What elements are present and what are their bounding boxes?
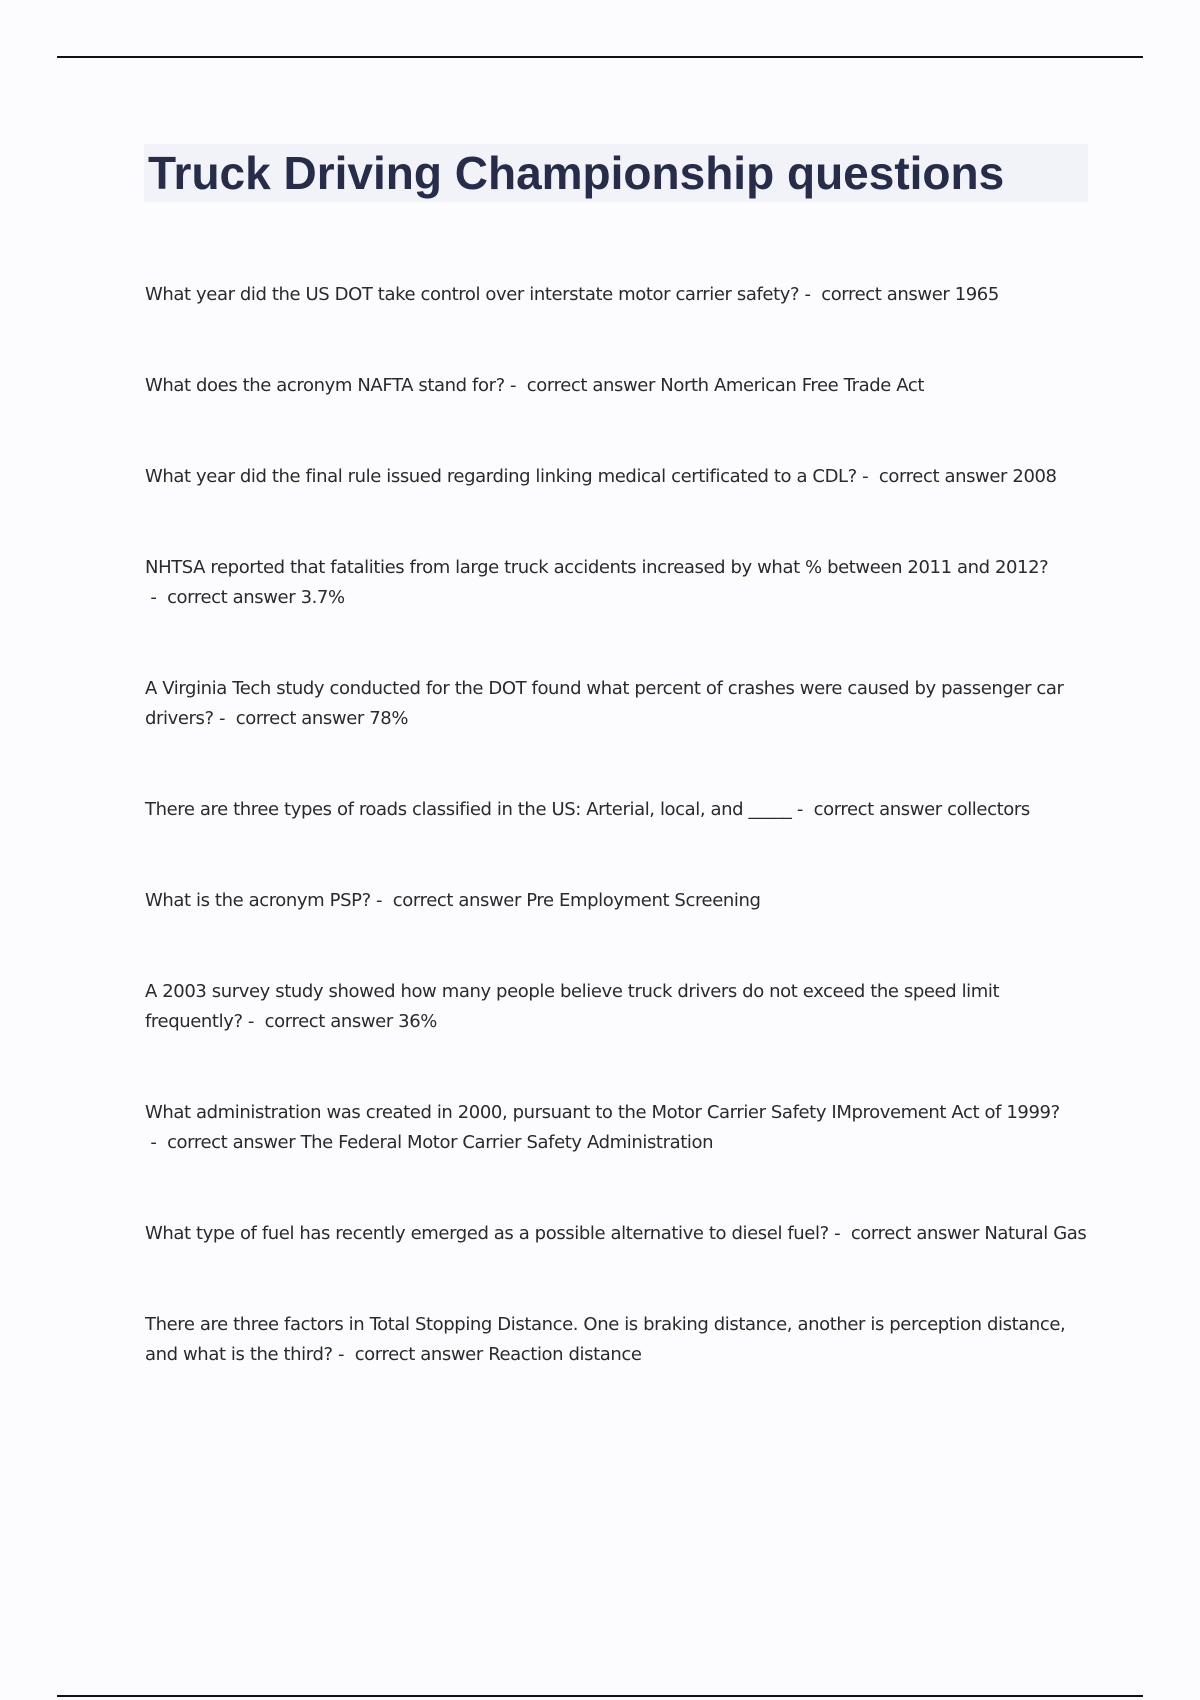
question-text: NHTSA reported that fatalities from large truck accidents increased by what % between 2011 and 2012? <box>145 557 1049 578</box>
answer-text: 78% <box>369 708 409 729</box>
separator: - <box>799 284 822 305</box>
top-rule <box>57 56 1143 58</box>
qa-item <box>145 371 1090 401</box>
answer-prefix: correct answer <box>235 708 364 729</box>
separator: - <box>828 1223 851 1244</box>
question-text: What type of fuel has recently emerged as a possible alternative to diesel fuel? <box>145 1223 829 1244</box>
qa-item <box>145 795 1090 825</box>
title-block <box>144 144 1088 202</box>
qa-item <box>145 462 1090 492</box>
qa-item <box>145 553 1090 613</box>
answer-text: Reaction distance <box>488 1344 642 1365</box>
answer-text: 1965 <box>954 284 999 305</box>
answer-prefix: correct answer <box>354 1344 483 1365</box>
answer-text: collectors <box>947 799 1030 820</box>
answer-text: 36% <box>398 1011 437 1032</box>
question-text: There are three types of roads classified in the US: Arterial, local, and _____ <box>145 799 792 820</box>
qa-item <box>145 280 1090 310</box>
answer-text: 3.7% <box>300 587 345 608</box>
answer-text: The Federal Motor Carrier Safety Administration <box>300 1132 714 1153</box>
question-text: What is the acronym PSP? <box>145 890 371 911</box>
qa-item <box>145 1310 1090 1370</box>
separator: - <box>145 587 168 608</box>
separator: - <box>504 375 527 396</box>
qa-item <box>145 1219 1090 1249</box>
question-text: What administration was created in 2000, pursuant to the Motor Carrier Safety IMprovement Act of 1999? <box>145 1102 1060 1123</box>
qa-item <box>145 886 1090 916</box>
answer-text: Pre Employment Screening <box>526 890 761 911</box>
answer-prefix: correct answer <box>813 799 942 820</box>
separator: - <box>370 890 393 911</box>
answer-prefix: correct answer <box>526 375 655 396</box>
answer-prefix: correct answer <box>392 890 521 911</box>
page-title: Truck Driving Championship questions <box>148 147 1005 199</box>
question-text: What year did the final rule issued regarding linking medical certificated to a CDL? <box>145 466 857 487</box>
question-text: A 2003 survey study showed how many people believe truck drivers do not exceed the speed limit frequently? <box>145 981 1000 1032</box>
separator: - <box>145 1132 168 1153</box>
qa-item <box>145 674 1090 734</box>
answer-prefix: correct answer <box>264 1011 393 1032</box>
question-text: A Virginia Tech study conducted for the DOT found what percent of crashes were caused by passenger car drivers? <box>145 678 1064 729</box>
question-text: What year did the US DOT take control over interstate motor carrier safety? <box>145 284 800 305</box>
bottom-rule <box>57 1695 1143 1697</box>
answer-prefix: correct answer <box>167 587 296 608</box>
qa-list <box>145 280 1090 1431</box>
question-text: There are three factors in Total Stopping Distance. One is braking distance, another is perception distance, and what is the third? <box>145 1314 1066 1365</box>
separator: - <box>332 1344 355 1365</box>
answer-text: 2008 <box>1012 466 1057 487</box>
answer-prefix: correct answer <box>167 1132 296 1153</box>
question-text: What does the acronym NAFTA stand for? <box>145 375 505 396</box>
separator: - <box>213 708 236 729</box>
separator: - <box>791 799 814 820</box>
answer-prefix: correct answer <box>878 466 1008 487</box>
qa-item <box>145 1098 1090 1158</box>
answer-prefix: correct answer <box>821 284 950 305</box>
answer-prefix: correct answer <box>850 1223 979 1244</box>
separator: - <box>856 466 879 487</box>
answer-text: Natural Gas <box>984 1223 1087 1244</box>
qa-item <box>145 977 1090 1037</box>
answer-text: North American Free Trade Act <box>660 375 925 396</box>
separator: - <box>242 1011 265 1032</box>
